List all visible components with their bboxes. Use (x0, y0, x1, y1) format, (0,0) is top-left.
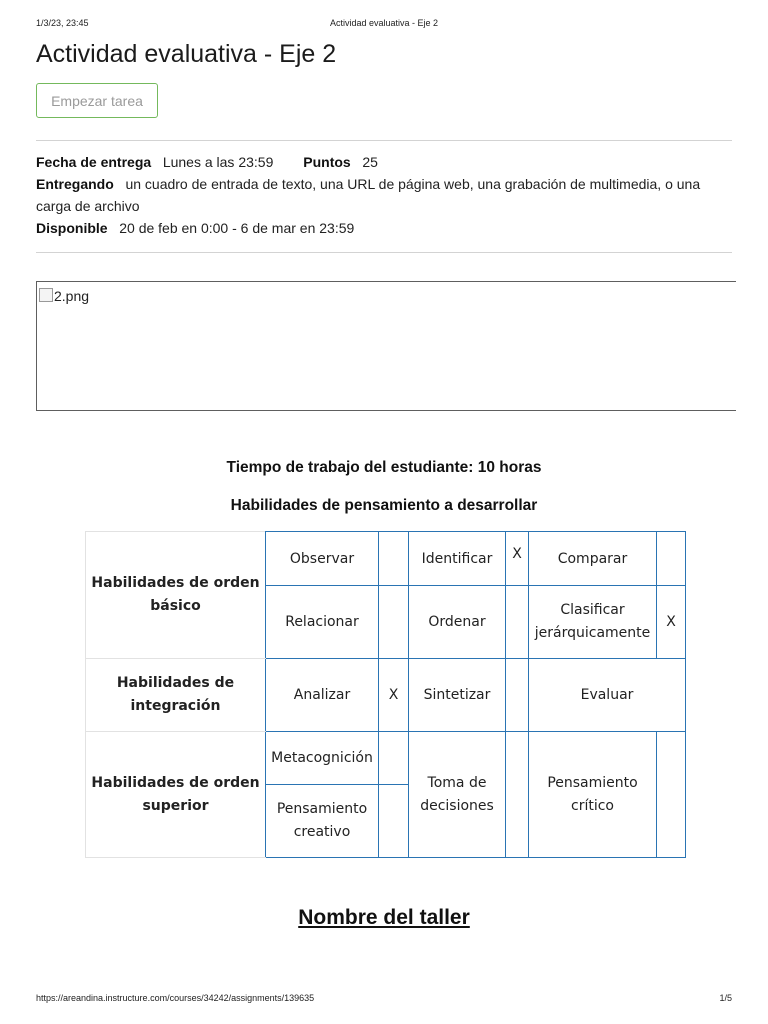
skills-category-basic: Habilidades de orden básico (86, 532, 266, 659)
skill-analizar-mark: X (379, 659, 409, 732)
due-label: Fecha de entrega (36, 154, 152, 170)
skill-sintetizar-mark (506, 659, 529, 732)
skills-table (85, 531, 686, 858)
skill-pensamiento-creativo-mark (379, 785, 409, 858)
skill-relacionar: Relacionar (266, 586, 379, 659)
skills-category-integration: Habilidades de integración (86, 659, 266, 732)
skill-ordenar-mark (506, 586, 529, 659)
skill-toma-decisiones: Toma de decisiones (409, 732, 506, 858)
skill-pensamiento-creativo: Pensamiento creativo (266, 785, 379, 858)
skill-metacognicion-mark (379, 732, 409, 785)
skill-relacionar-mark (379, 586, 409, 659)
skill-comparar: Comparar (529, 532, 657, 586)
print-footer (36, 993, 732, 1003)
due-row (36, 151, 732, 173)
skill-pensamiento-critico-mark (657, 732, 686, 858)
skill-evaluar: Evaluar (529, 659, 686, 732)
print-doc-title: Actividad evaluativa - Eje 2 (329, 18, 439, 28)
divider-bottom (36, 252, 732, 253)
points-label: Puntos (303, 154, 351, 170)
available-label: Disponible (36, 220, 108, 236)
available-row (36, 217, 732, 239)
submitting-label: Entregando (36, 176, 114, 192)
workshop-title: Nombre del taller (298, 906, 470, 929)
image-alt-label: 2.png (54, 288, 90, 304)
table-row (86, 659, 686, 732)
assignment-details (36, 151, 732, 239)
skills-category-higher: Habilidades de orden superior (86, 732, 266, 858)
skill-ordenar: Ordenar (409, 586, 506, 659)
skill-analizar: Analizar (266, 659, 379, 732)
print-datetime: 1/3/23, 23:45 (36, 18, 89, 28)
start-assignment-button[interactable]: Empezar tarea (36, 83, 158, 118)
table-row (86, 532, 686, 586)
image-alt-text (39, 288, 89, 304)
skill-clasificar: Clasificar jerárquicamente (529, 586, 657, 659)
skill-metacognicion: Metacognición (266, 732, 379, 785)
divider-top (36, 140, 732, 141)
skill-clasificar-mark: X (657, 586, 686, 659)
print-url: https://areandina.instructure.com/courses/34242/assignments/139635 (36, 993, 315, 1003)
skill-sintetizar: Sintetizar (409, 659, 506, 732)
skill-identificar-mark: X (506, 532, 529, 586)
submitting-value: un cuadro de entrada de texto, una URL de página web, una grabación de multimedia, o una carga de archivo (36, 176, 701, 214)
embedded-image (36, 281, 736, 411)
skill-comparar-mark (657, 532, 686, 586)
skill-observar: Observar (266, 532, 379, 586)
page-title: Actividad evaluativa - Eje 2 (36, 40, 337, 68)
skill-pensamiento-critico: Pensamiento crítico (529, 732, 657, 858)
print-page-number: 1/5 (719, 993, 732, 1003)
available-value: 20 de feb en 0:00 - 6 de mar en 23:59 (119, 220, 355, 236)
skill-toma-decisiones-mark (506, 732, 529, 858)
submitting-row (36, 173, 732, 217)
skill-identificar: Identificar (409, 532, 506, 586)
broken-image-icon (39, 288, 53, 302)
table-row (86, 732, 686, 785)
skills-heading: Habilidades de pensamiento a desarrollar (230, 497, 538, 514)
skill-observar-mark (379, 532, 409, 586)
points-value: 25 (362, 154, 378, 170)
work-time-heading: Tiempo de trabajo del estudiante: 10 horas (226, 459, 542, 476)
due-value: Lunes a las 23:59 (162, 154, 274, 170)
